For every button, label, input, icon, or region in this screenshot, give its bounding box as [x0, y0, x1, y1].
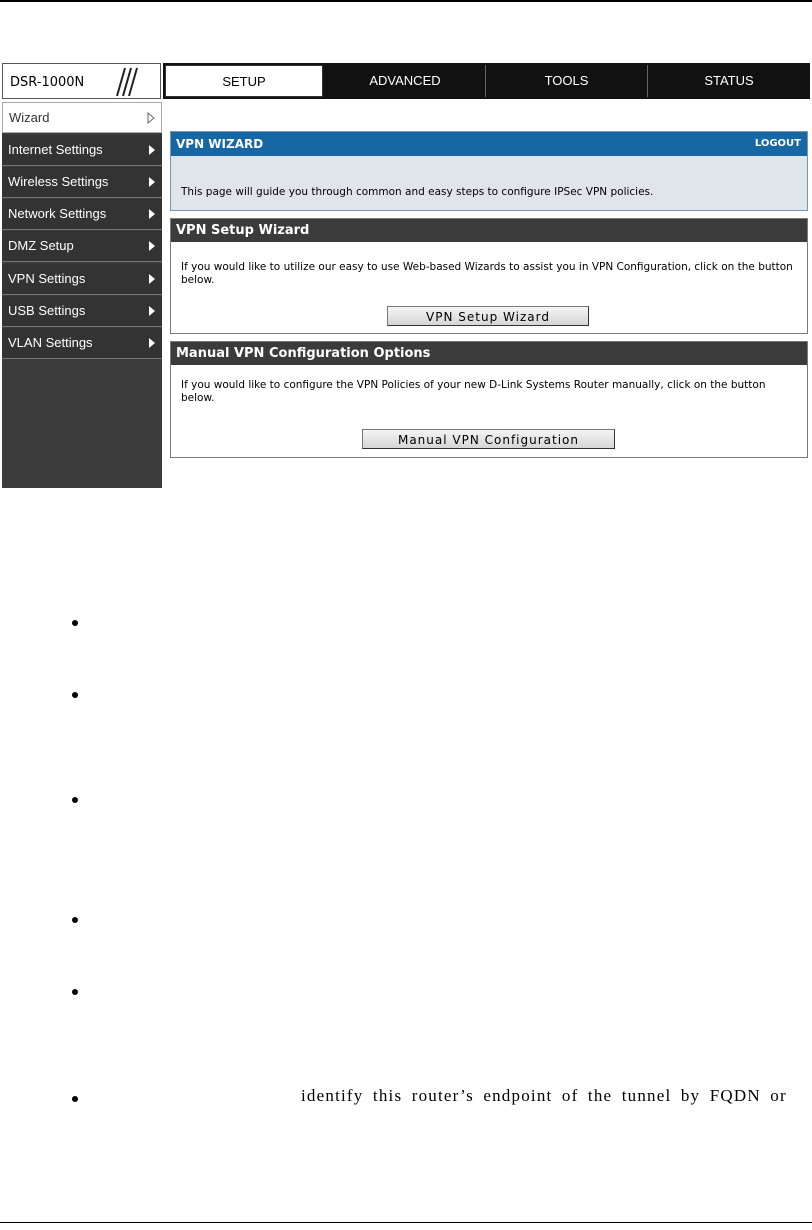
sidebar-item-label: VLAN Settings	[8, 335, 93, 350]
bullet-point	[72, 620, 78, 626]
sidebar-item-wireless-settings[interactable]	[2, 167, 162, 198]
chevron-right-icon	[149, 338, 155, 348]
tab-status[interactable]: STATUS	[704, 73, 754, 88]
chevron-right-icon	[149, 177, 155, 187]
page-bottom-rule	[0, 1222, 812, 1223]
chevron-right-icon	[149, 274, 155, 284]
bullet-point	[72, 917, 78, 923]
sidebar-item-dmz-setup[interactable]	[2, 231, 162, 262]
main-nav-tabs	[163, 63, 810, 99]
manual-vpn-configuration-button[interactable]: Manual VPN Configuration	[362, 429, 615, 449]
slash-logo-icon	[107, 66, 143, 98]
sidebar-item-label: Wizard	[9, 110, 50, 125]
sidebar-item-vlan-settings[interactable]	[2, 328, 162, 359]
sidebar-item-wizard[interactable]	[2, 102, 162, 133]
sidebar-item-vpn-settings[interactable]	[2, 264, 162, 295]
brand-box	[2, 63, 161, 99]
sidebar-item-internet-settings[interactable]	[2, 135, 162, 166]
page-top-rule	[0, 0, 812, 2]
bullet-point	[72, 797, 78, 803]
vpn-wizard-panel	[170, 131, 808, 211]
router-ui-screenshot	[2, 63, 810, 488]
chevron-right-icon	[149, 209, 155, 219]
sidebar-item-label: USB Settings	[8, 303, 86, 318]
chevron-right-icon	[149, 241, 155, 251]
manual-vpn-config-panel	[170, 341, 808, 458]
vpn-setup-wizard-button[interactable]: VPN Setup Wizard	[387, 306, 589, 326]
model-name: DSR-1000N	[10, 75, 85, 90]
page-title: VPN WIZARD	[176, 137, 264, 151]
sidebar-item-label: Internet Settings	[8, 142, 103, 157]
sidebar-item-label: DMZ Setup	[8, 238, 74, 253]
bullet-point	[72, 1096, 78, 1102]
tab-tools[interactable]: TOOLS	[486, 65, 648, 97]
bullet-point	[72, 692, 78, 698]
vpn-setup-wizard-header: VPN Setup Wizard	[171, 219, 807, 242]
sidebar-item-label: VPN Settings	[8, 271, 86, 286]
manual-vpn-config-header: Manual VPN Configuration Options	[171, 342, 807, 365]
bullet-point	[72, 989, 78, 995]
sidebar	[2, 102, 162, 488]
tab-setup[interactable]: SETUP	[165, 65, 323, 97]
vpn-wizard-header	[171, 132, 807, 156]
vpn-setup-wizard-text: If you would like to utilize our easy to use Web-based Wizards to assist you in VPN Configuration, click on the button below.	[181, 261, 793, 286]
sidebar-item-usb-settings[interactable]	[2, 296, 162, 327]
wizard-description: This page will guide you through common and easy steps to configure IPSec VPN policies.	[181, 186, 654, 198]
chevron-right-outline-icon	[147, 112, 155, 124]
tab-advanced[interactable]: ADVANCED	[325, 65, 486, 97]
chevron-right-icon	[149, 145, 155, 155]
sidebar-item-network-settings[interactable]	[2, 199, 162, 230]
logout-link[interactable]: LOGOUT	[754, 138, 801, 149]
vpn-setup-wizard-panel	[170, 218, 808, 334]
sidebar-item-label: Network Settings	[8, 206, 107, 221]
manual-vpn-config-text: If you would like to configure the VPN Policies of your new D-Link Systems Router manually, click on the button below.	[181, 379, 766, 404]
document-partial-text: identify this router’s endpoint of the tunnel by FQDN or	[301, 1086, 787, 1105]
chevron-right-icon	[149, 306, 155, 316]
sidebar-item-label: Wireless Settings	[8, 174, 109, 189]
